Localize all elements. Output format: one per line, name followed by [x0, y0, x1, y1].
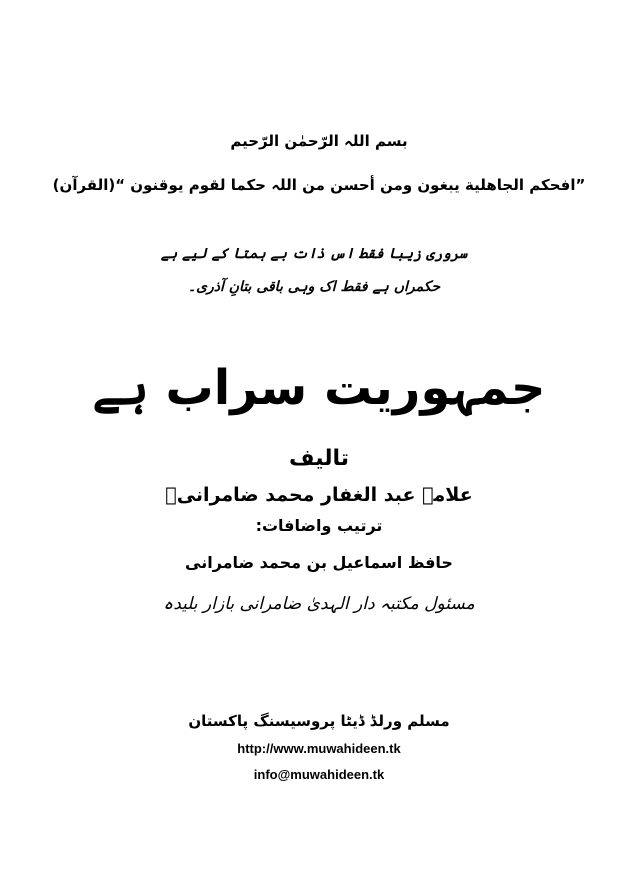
tarteeb-label: ترتیب واضافات:	[255, 516, 383, 535]
quran-verse: ”افحکم الجاھلیة یبغون ومن أحسن من اللہ حکما لقوم یوقنون “(القرآن)	[52, 176, 586, 194]
publisher-name: مسلم ورلڈ ڈیٹا پروسیسنگ پاکستان	[188, 712, 450, 730]
compiler-name: حافظ اسماعیل بن محمد ضامرانی	[185, 553, 453, 572]
website-link[interactable]: http://www.muwahideen.tk	[237, 741, 401, 756]
poem-line-2: حکمراں ہے فقط اک وہی باقی بتانِ آذری۔	[187, 279, 441, 295]
taleef-label: تالیف	[289, 446, 349, 471]
book-title: جمہوریت سراب ہے	[92, 360, 546, 416]
bismillah-heading: بسم اللہ الرّحمٰن الرّحیم	[230, 132, 408, 150]
email-link[interactable]: info@muwahideen.tk	[253, 767, 385, 782]
poem-line-1: سروری زیبا فقط اس ذات بے ہمتا کے لیے ہے	[160, 246, 468, 262]
maktaba-line: مسئول مکتبہ دار الہدیٰ ضامرانی بازار بلیدہ	[163, 594, 475, 614]
author-name: علامہ عبد الغفار محمد ضامرانیؒ	[165, 484, 473, 506]
